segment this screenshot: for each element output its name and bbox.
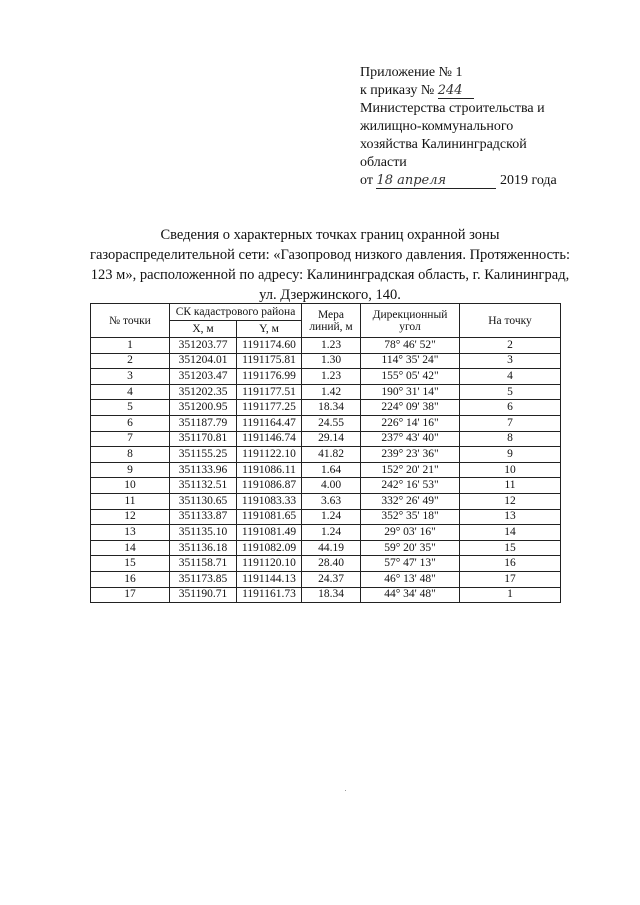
order-line [360, 82, 600, 100]
length-cell: 24.37 [302, 571, 361, 587]
length-cell: 41.82 [302, 447, 361, 463]
table-body [91, 338, 561, 603]
length-cell: 44.19 [302, 540, 361, 556]
to-point-cell: 12 [460, 493, 561, 509]
table-row [91, 400, 561, 416]
angle-cell: 152° 20' 21" [361, 462, 460, 478]
ministry-line-3: хозяйства Калининградской [360, 137, 527, 152]
x-cell: 351202.35 [170, 384, 237, 400]
y-cell: 1191120.10 [237, 556, 302, 572]
point-number-cell: 4 [91, 384, 170, 400]
header-length-line-2: линий, м [309, 320, 353, 333]
date-handwritten: 18 апреля [376, 173, 447, 188]
angle-cell: 78° 46' 52" [361, 338, 460, 354]
to-point-cell: 17 [460, 571, 561, 587]
point-number-cell: 11 [91, 493, 170, 509]
length-cell: 1.30 [302, 353, 361, 369]
angle-cell: 237° 43' 40" [361, 431, 460, 447]
header-length-line-1: Мера [317, 308, 345, 321]
point-number-cell: 5 [91, 400, 170, 416]
to-point-cell: 2 [460, 338, 561, 354]
length-cell: 3.63 [302, 493, 361, 509]
table-row [91, 478, 561, 494]
length-cell: 1.23 [302, 369, 361, 385]
angle-cell: 239° 23' 36" [361, 447, 460, 463]
angle-cell: 59° 20' 35" [361, 540, 460, 556]
date-suffix: 2019 года [499, 173, 557, 188]
header-y: Y, м [237, 321, 302, 338]
order-number-field [438, 84, 474, 99]
point-number-cell: 7 [91, 431, 170, 447]
to-point-cell: 9 [460, 447, 561, 463]
y-cell: 1191161.73 [237, 587, 302, 603]
title-line-2: газораспределительной сети: «Газопровод низкого давления. Протяженность: [90, 247, 570, 263]
title-line-1: Сведения о характерных точках границ охранной зоны [160, 227, 500, 243]
to-point-cell: 5 [460, 384, 561, 400]
y-cell: 1191174.60 [237, 338, 302, 354]
point-number-cell: 1 [91, 338, 170, 354]
point-number-cell: 10 [91, 478, 170, 494]
to-point-cell: 1 [460, 587, 561, 603]
x-cell: 351200.95 [170, 400, 237, 416]
x-cell: 351135.10 [170, 525, 237, 541]
to-point-cell: 3 [460, 353, 561, 369]
point-number-cell: 6 [91, 415, 170, 431]
header-angle [361, 304, 460, 338]
header-point: № точки [91, 304, 170, 338]
y-cell: 1191175.81 [237, 353, 302, 369]
length-cell: 24.55 [302, 415, 361, 431]
table-row [91, 540, 561, 556]
angle-cell: 242° 16' 53" [361, 478, 460, 494]
table-row [91, 587, 561, 603]
to-point-cell: 10 [460, 462, 561, 478]
title-line-3: 123 м», расположенной по адресу: Калининградская область, г. Калининград, [90, 267, 570, 283]
y-cell: 1191176.99 [237, 369, 302, 385]
angle-cell: 226° 14' 16" [361, 415, 460, 431]
document-title [60, 225, 600, 305]
point-number-cell: 16 [91, 571, 170, 587]
point-number-cell: 2 [91, 353, 170, 369]
table-row [91, 525, 561, 541]
angle-cell: 44° 34' 48" [361, 587, 460, 603]
point-number-cell: 9 [91, 462, 170, 478]
appendix-block [360, 64, 600, 190]
date-line [360, 172, 600, 190]
x-cell: 351204.01 [170, 353, 237, 369]
x-cell: 351203.47 [170, 369, 237, 385]
length-cell: 1.42 [302, 384, 361, 400]
x-cell: 351187.79 [170, 415, 237, 431]
x-cell: 351132.51 [170, 478, 237, 494]
y-cell: 1191081.65 [237, 509, 302, 525]
y-cell: 1191177.25 [237, 400, 302, 416]
y-cell: 1191083.33 [237, 493, 302, 509]
table-row [91, 509, 561, 525]
x-cell: 351136.18 [170, 540, 237, 556]
point-number-cell: 12 [91, 509, 170, 525]
point-number-cell: 13 [91, 525, 170, 541]
order-prefix: к приказу № [360, 83, 435, 98]
angle-cell: 224° 09' 38" [361, 400, 460, 416]
angle-cell: 155° 05' 42" [361, 369, 460, 385]
points-table [90, 303, 561, 603]
to-point-cell: 16 [460, 556, 561, 572]
ministry-line-2: жилищно-коммунального [360, 119, 514, 134]
angle-cell: 352° 35' 18" [361, 509, 460, 525]
x-cell: 351173.85 [170, 571, 237, 587]
x-cell: 351190.71 [170, 587, 237, 603]
header-angle-line-2: угол [399, 320, 421, 333]
y-cell: 1191122.10 [237, 447, 302, 463]
order-number-handwritten: 244 [437, 83, 463, 98]
length-cell: 1.23 [302, 338, 361, 354]
table-row [91, 369, 561, 385]
x-cell: 351155.25 [170, 447, 237, 463]
to-point-cell: 4 [460, 369, 561, 385]
length-cell: 18.34 [302, 587, 361, 603]
table-row [91, 353, 561, 369]
ministry-line-4: области [360, 155, 407, 170]
to-point-cell: 13 [460, 509, 561, 525]
x-cell: 351133.96 [170, 462, 237, 478]
length-cell: 29.14 [302, 431, 361, 447]
table-row [91, 384, 561, 400]
table-row [91, 447, 561, 463]
x-cell: 351133.87 [170, 509, 237, 525]
length-cell: 28.40 [302, 556, 361, 572]
x-cell: 351158.71 [170, 556, 237, 572]
table-row [91, 431, 561, 447]
length-cell: 4.00 [302, 478, 361, 494]
angle-cell: 29° 03' 16" [361, 525, 460, 541]
table-header-row-1 [91, 304, 561, 321]
y-cell: 1191144.13 [237, 571, 302, 587]
angle-cell: 114° 35' 24" [361, 353, 460, 369]
table-row [91, 415, 561, 431]
y-cell: 1191164.47 [237, 415, 302, 431]
y-cell: 1191177.51 [237, 384, 302, 400]
y-cell: 1191146.74 [237, 431, 302, 447]
to-point-cell: 8 [460, 431, 561, 447]
angle-cell: 46° 13' 48" [361, 571, 460, 587]
ministry-line-1: Министерства строительства и [360, 101, 545, 116]
point-number-cell: 15 [91, 556, 170, 572]
header-cs-group: СК кадастрового района [170, 304, 302, 321]
to-point-cell: 15 [460, 540, 561, 556]
point-number-cell: 8 [91, 447, 170, 463]
y-cell: 1191086.11 [237, 462, 302, 478]
header-angle-line-1: Дирекционный [372, 308, 448, 321]
date-prefix: от [360, 173, 373, 188]
point-number-cell: 17 [91, 587, 170, 603]
point-number-cell: 14 [91, 540, 170, 556]
table-row [91, 338, 561, 354]
to-point-cell: 7 [460, 415, 561, 431]
title-line-4: ул. Дзержинского, 140. [259, 287, 401, 303]
y-cell: 1191081.49 [237, 525, 302, 541]
angle-cell: 190° 31' 14" [361, 384, 460, 400]
y-cell: 1191086.87 [237, 478, 302, 494]
x-cell: 351170.81 [170, 431, 237, 447]
x-cell: 351130.65 [170, 493, 237, 509]
header-x: X, м [170, 321, 237, 338]
table-row [91, 571, 561, 587]
length-cell: 1.24 [302, 509, 361, 525]
length-cell: 1.24 [302, 525, 361, 541]
length-cell: 1.64 [302, 462, 361, 478]
header-to-point: На точку [460, 304, 561, 338]
to-point-cell: 14 [460, 525, 561, 541]
date-field [376, 174, 496, 189]
point-number-cell: 3 [91, 369, 170, 385]
table-row [91, 462, 561, 478]
table-row [91, 556, 561, 572]
x-cell: 351203.77 [170, 338, 237, 354]
angle-cell: 332° 26' 49" [361, 493, 460, 509]
y-cell: 1191082.09 [237, 540, 302, 556]
scan-speck [345, 790, 346, 791]
appendix-title: Приложение № 1 [360, 65, 463, 80]
angle-cell: 57° 47' 13" [361, 556, 460, 572]
table-row [91, 493, 561, 509]
to-point-cell: 6 [460, 400, 561, 416]
to-point-cell: 11 [460, 478, 561, 494]
length-cell: 18.34 [302, 400, 361, 416]
header-length [302, 304, 361, 338]
